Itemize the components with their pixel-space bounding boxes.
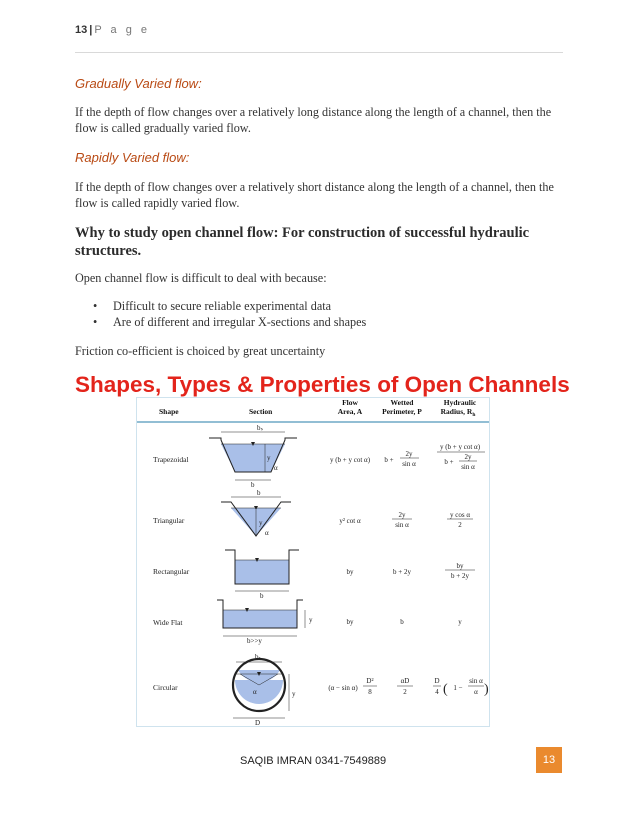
channel-properties-table [136,397,490,727]
trapezoidal-radius [437,443,485,471]
dim-b-label: b [257,489,261,497]
row-rectangular [153,550,475,600]
svg-text:b +: b + [444,458,454,466]
svg-text:4: 4 [435,688,439,696]
friction-paragraph: Friction co-efficient is choiced by great uncertainty [75,344,326,358]
footer-page-number-box: 13 [536,747,562,773]
header-separator: | [89,24,93,36]
difficulty-list [93,298,366,330]
dim-alpha-label: α [253,688,257,696]
svg-text:α: α [474,688,478,696]
list-item [93,298,366,314]
header-divider [75,52,563,53]
list-item [93,314,366,330]
svg-text:y cos α: y cos α [450,511,470,519]
svg-text:by: by [456,562,464,570]
why-heading: Why to study open channel flow: For construction of successful hydraulic structures. [75,225,530,259]
header-area-line1: Flow [342,398,358,407]
svg-text:2: 2 [403,688,407,696]
svg-text:2y: 2y [464,453,472,461]
header-radius-subscript: h [472,412,476,418]
list-item-text: Difficult to secure reliable experimental data [113,299,332,313]
header-shape: Shape [159,407,179,416]
row-shape-label: Wide Flat [153,618,183,627]
trapezoidal-perimeter [384,450,419,468]
footer-author: SAQIB IMRAN 0341-7549889 [240,755,387,767]
list-item-text: Are of different and irregular X-sections and shapes [113,315,367,329]
dim-bs-label: bₛ [255,653,262,661]
svg-text:b + 2y: b + 2y [451,572,469,580]
row-triangular [153,489,473,537]
paren-close-icon: ) [484,682,489,697]
svg-text:sin α: sin α [469,677,483,685]
triangular-perimeter [392,511,412,529]
dim-y-label: y [259,519,263,527]
rectangular-area: by [346,568,354,576]
row-wide-flat [153,600,462,645]
circular-section-icon [233,653,296,726]
row-shape-label: Rectangular [153,567,190,576]
wide-flat-radius: y [458,618,462,626]
dim-d-label: D [255,719,261,726]
svg-text:D²: D² [366,677,374,685]
dim-y-label: y [292,690,296,698]
svg-text:b +: b + [384,456,394,464]
svg-text:sin α: sin α [461,463,475,471]
shapes-heading: Shapes, Types & Properties of Open Channels [75,372,570,397]
svg-text:1 −: 1 − [453,684,463,692]
header-perimeter-line2: Perimeter, P [382,407,422,416]
dim-y-label: y [267,454,271,462]
rvf-heading: Rapidly Varied flow: [75,150,190,165]
svg-text:8: 8 [368,688,372,696]
bullet-icon: • [93,315,98,329]
svg-text:2y: 2y [398,511,406,519]
bullet-icon: • [93,299,98,313]
dim-wide-label: b>>y [247,637,262,645]
dim-bs-label: bₛ [257,424,264,432]
svg-text:(α − sin α): (α − sin α) [328,684,358,692]
circular-radius [433,677,489,697]
header-section: Section [249,407,273,416]
header-area-line2: Area, A [337,407,363,416]
page-header [75,24,150,36]
rectangular-radius [445,562,475,580]
row-shape-label: Trapezoidal [153,455,189,464]
row-shape-label: Circular [153,683,178,692]
dim-alpha-label: α [274,464,278,472]
header-radius-line1: Hydraulic [443,398,477,407]
rectangular-section-icon [225,550,299,600]
header-radius-line2 [441,407,476,418]
row-circular [153,653,489,726]
svg-text:D: D [434,677,440,685]
svg-text:2: 2 [458,521,462,529]
table-header [159,398,477,418]
dim-b-label: b [251,481,255,489]
header-page-number: 13 [75,24,88,36]
gvf-heading: Gradually Varied flow: [75,76,202,91]
row-shape-label: Triangular [153,516,185,525]
svg-text:sin α: sin α [395,521,409,529]
header-radius-text: Radius, R [440,407,473,416]
paren-open-icon: ( [443,682,448,697]
svg-text:sin α: sin α [402,460,416,468]
difficult-paragraph: Open channel flow is difficult to deal with because: [75,271,327,285]
row-trapezoidal [153,424,485,489]
trapezoidal-area: y (b + y cot α) [329,456,371,464]
circular-perimeter [397,677,413,696]
rectangular-perimeter: b + 2y [393,568,411,576]
rvf-paragraph: If the depth of flow changes over a relatively short distance along the length of a channel, then the flow is called rapidly varied flow. [75,180,554,210]
circular-area [328,677,377,696]
header-page-word: P a g e [94,24,150,36]
svg-text:2y: 2y [405,450,413,458]
dim-b-label: b [260,592,264,600]
svg-text:y (b + y cot α): y (b + y cot α) [439,443,481,451]
header-perimeter-line1: Wetted [390,398,414,407]
wide-flat-area: by [346,618,354,626]
channel-properties-figure [137,398,489,726]
dim-alpha-label: α [265,529,269,537]
trapezoidal-section-icon [209,424,297,489]
triangular-section-icon [221,489,291,537]
svg-text:αD: αD [400,677,410,685]
triangular-radius [447,511,473,529]
triangular-area: y² cot α [339,517,361,525]
dim-y-label: y [309,616,313,624]
wide-flat-section-icon [217,600,313,645]
wide-flat-perimeter: b [400,618,404,626]
gvf-paragraph: If the depth of flow changes over a relatively long distance along the length of a channel, then the flow is called gradually varied flow. [75,105,552,135]
